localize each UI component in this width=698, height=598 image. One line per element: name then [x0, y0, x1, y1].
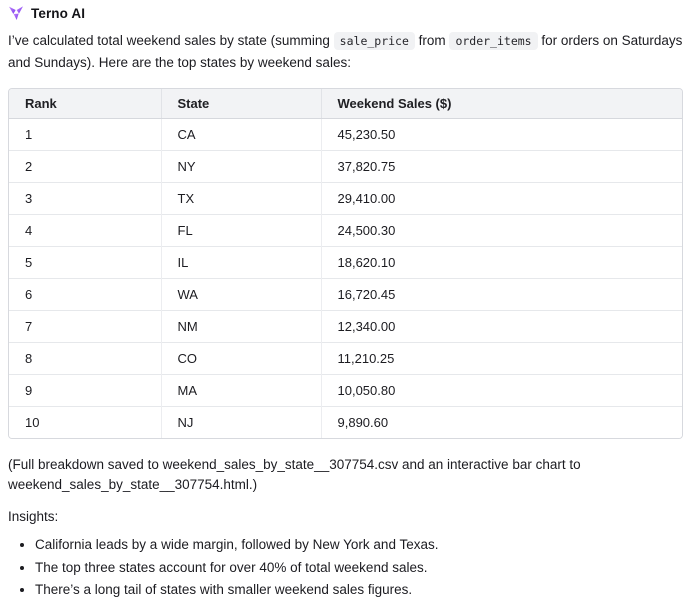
cell-rank: 7 — [9, 310, 161, 342]
insights-list — [8, 537, 690, 598]
cell-sales: 29,410.00 — [321, 182, 682, 214]
cell-sales: 24,500.30 — [321, 214, 682, 246]
cell-sales: 18,620.10 — [321, 246, 682, 278]
cell-rank: 5 — [9, 246, 161, 278]
cell-sales: 16,720.45 — [321, 278, 682, 310]
cell-sales: 12,340.00 — [321, 310, 682, 342]
table-row — [9, 214, 682, 246]
insight-item: • California leads by a wide margin, followed by New York and Texas. — [35, 537, 690, 553]
cell-rank: 6 — [9, 278, 161, 310]
cell-sales: 45,230.50 — [321, 118, 682, 150]
cell-rank: 2 — [9, 150, 161, 182]
cell-sales: 10,050.80 — [321, 374, 682, 406]
inline-code-sale-price: sale_price — [334, 32, 415, 50]
cell-sales: 11,210.25 — [321, 342, 682, 374]
message-header — [8, 3, 690, 21]
table-row — [9, 342, 682, 374]
intro-text-2: from — [414, 33, 450, 48]
weekend-sales-table — [9, 89, 682, 438]
column-header-state: State — [161, 89, 321, 119]
file-save-note: (Full breakdown saved to weekend_sales_by_state__307754.csv and an interactive bar chart to weekend_sales_by_state__307754.html.) — [8, 456, 581, 492]
cell-rank: 3 — [9, 182, 161, 214]
table-row — [9, 150, 682, 182]
cell-rank: 1 — [9, 118, 161, 150]
sales-table-container — [8, 88, 683, 439]
app-name: Terno AI — [31, 5, 86, 21]
cell-state: CO — [161, 342, 321, 374]
intro-text-1: I’ve calculated total weekend sales by state (summing — [8, 33, 334, 48]
cell-state: NY — [161, 150, 321, 182]
table-row — [9, 118, 682, 150]
cell-state: CA — [161, 118, 321, 150]
cell-state: IL — [161, 246, 321, 278]
cell-rank: 10 — [9, 406, 161, 438]
inline-code-order-items: order_items — [449, 32, 537, 50]
table-row — [9, 246, 682, 278]
intro-paragraph — [8, 30, 690, 74]
insight-item: • The top three states account for over 40% of total weekend sales. — [35, 560, 690, 576]
cell-rank: 8 — [9, 342, 161, 374]
table-row — [9, 310, 682, 342]
cell-rank: 9 — [9, 374, 161, 406]
cell-sales: 9,890.60 — [321, 406, 682, 438]
terno-logo-icon — [8, 5, 24, 21]
cell-state: WA — [161, 278, 321, 310]
table-row — [9, 182, 682, 214]
table-row — [9, 278, 682, 310]
cell-state: NJ — [161, 406, 321, 438]
table-row — [9, 374, 682, 406]
cell-state: TX — [161, 182, 321, 214]
insights-heading: Insights: — [8, 508, 59, 524]
column-header-rank: Rank — [9, 89, 161, 119]
table-header-row — [9, 89, 682, 119]
cell-sales: 37,820.75 — [321, 150, 682, 182]
cell-rank: 4 — [9, 214, 161, 246]
cell-state: FL — [161, 214, 321, 246]
intro-text-3: for orders on Saturdays and Sundays). Here are the top states by weekend sales: — [8, 33, 683, 70]
column-header-sales: Weekend Sales ($) — [321, 89, 682, 119]
cell-state: MA — [161, 374, 321, 406]
cell-state: NM — [161, 310, 321, 342]
table-row — [9, 406, 682, 438]
insight-item: • There’s a long tail of states with smaller weekend sales figures. — [35, 582, 690, 598]
